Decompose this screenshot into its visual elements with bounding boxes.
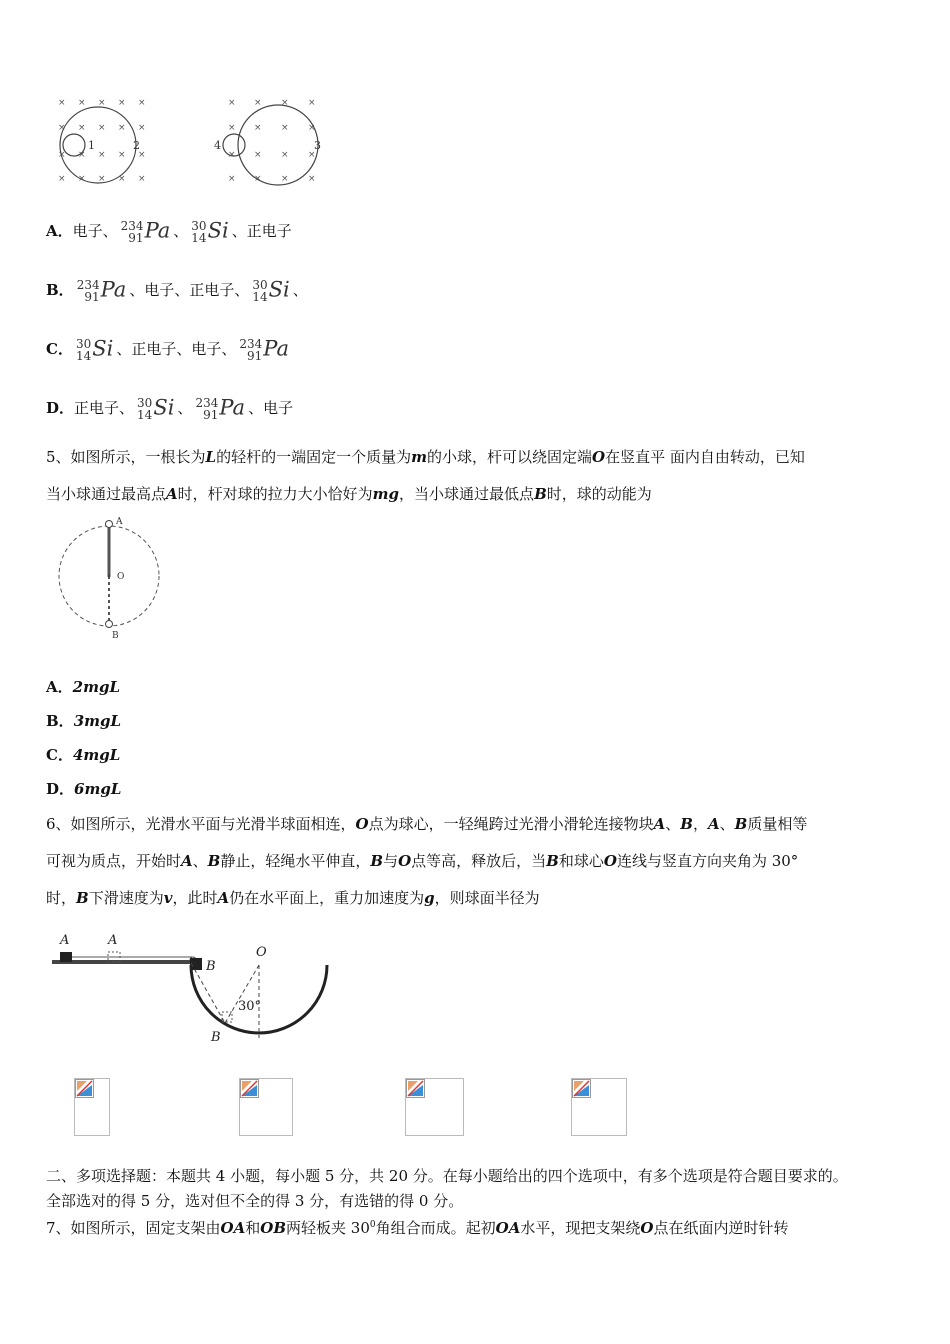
q5-option: C．4mgL	[46, 746, 121, 764]
label-4: 4	[214, 139, 221, 152]
field-x-mark: ×	[308, 174, 316, 184]
field-x-mark: ×	[98, 174, 106, 184]
field-x-mark: ×	[78, 174, 86, 184]
field-x-mark: ×	[118, 98, 126, 108]
broken-image-icon	[406, 1079, 425, 1098]
field-x-mark: ×	[118, 123, 126, 133]
section2-line2: 全部选对的得 5 分，选对但不全的得 3 分，有选错的得 0 分。	[46, 1192, 464, 1210]
q6-line3: 时，B下滑速度为v，此时A仍在水平面上，重力加速度为g，则球面半径为	[46, 889, 540, 907]
broken-image-placeholder	[405, 1078, 464, 1136]
label-o: O	[117, 572, 125, 582]
field-x-mark: ×	[281, 123, 289, 133]
large-circle-left	[60, 107, 136, 183]
field-x-mark: ×	[308, 98, 316, 108]
nuclide-symbol: 234 91 Pa	[195, 395, 246, 422]
q5-option: B．3mgL	[46, 712, 122, 730]
field-x-mark: ×	[98, 123, 106, 133]
field-x-mark: ×	[281, 150, 289, 160]
magnetic-field-figure	[46, 98, 336, 190]
rod-circle-figure	[56, 512, 166, 642]
label-3: 3	[314, 139, 321, 152]
label-a-dashed: A	[108, 933, 118, 948]
ball-b	[106, 621, 113, 628]
field-x-mark: ×	[58, 150, 66, 160]
field-x-mark: ×	[138, 98, 146, 108]
label-a: A	[116, 517, 123, 527]
label-angle: 30°	[238, 999, 262, 1014]
label-o-center: O	[256, 945, 267, 960]
field-x-mark: ×	[228, 174, 236, 184]
label-b-bottom: B	[211, 1030, 221, 1045]
broken-image-icon	[75, 1079, 94, 1098]
nuclide-symbol: 234 91 Pa	[239, 336, 289, 363]
field-x-mark: ×	[118, 150, 126, 160]
option-letter: A．	[46, 222, 73, 240]
option-letter: D．	[46, 399, 75, 417]
field-x-mark: ×	[138, 174, 146, 184]
field-x-mark: ×	[281, 174, 289, 184]
small-circle-left	[63, 134, 85, 156]
nuclide-symbol: 30 14 Si	[252, 277, 290, 304]
broken-image-icon	[240, 1079, 259, 1098]
field-x-mark: ×	[138, 150, 146, 160]
q4-option: D．正电子、 30 14 Si 、 234 91 Pa 、电子	[46, 395, 294, 422]
field-x-mark: ×	[308, 123, 316, 133]
option-letter: B．	[46, 281, 74, 299]
q5-option: A．2mgL	[46, 678, 120, 696]
field-x-mark: ×	[58, 174, 66, 184]
q4-option: C． 30 14 Si 、正电子、电子、 234 91 Pa	[46, 336, 289, 363]
nuclide-symbol: 234 91 Pa	[120, 218, 171, 245]
q6-line1: 6、如图所示，光滑水平面与光滑半球面相连，O点为球心，一轻绳跨过光滑小滑轮连接物块A、B，A、B质量相等	[46, 815, 808, 833]
field-x-mark: ×	[228, 98, 236, 108]
field-x-mark: ×	[254, 150, 262, 160]
label-a-block: A	[60, 933, 70, 948]
broken-image-placeholder	[239, 1078, 293, 1136]
field-x-mark: ×	[58, 98, 66, 108]
field-x-mark: ×	[138, 123, 146, 133]
field-x-mark: ×	[98, 150, 106, 160]
nuclide-symbol: 30 14 Si	[191, 218, 229, 245]
field-x-mark: ×	[58, 123, 66, 133]
field-x-mark: ×	[254, 123, 262, 133]
nuclide-symbol: 30 14 Si	[137, 395, 175, 422]
q5-line2: 当小球通过最高点A时，杆对球的拉力大小恰好为mg，当小球通过最低点B时，球的动能为	[46, 485, 652, 503]
q5-option: D．6mgL	[46, 780, 122, 798]
field-x-mark: ×	[254, 174, 262, 184]
field-x-mark: ×	[78, 123, 86, 133]
label-b-top: B	[206, 959, 216, 974]
nuclide-symbol: 234 91 Pa	[76, 277, 127, 304]
field-x-mark: ×	[228, 150, 236, 160]
field-x-mark: ×	[78, 150, 86, 160]
field-x-mark: ×	[228, 123, 236, 133]
q4-option: A．电子、 234 91 Pa 、 30 14 Si 、正电子	[46, 218, 292, 245]
nuclide-symbol: 30 14 Si	[75, 336, 114, 363]
ball-a	[106, 521, 113, 528]
q7-line1: 7、如图所示，固定支架由OA和OB两轻板夹 $30^0$角组合而成。起初OA水平，现把支架绕O点在纸面内逆时针转	[46, 1219, 789, 1237]
field-x-mark: ×	[281, 98, 289, 108]
field-x-mark: ×	[254, 98, 262, 108]
q5-line1: 5、如图所示，一根长为L的轻杆的一端固定一个质量为m的小球，杆可以绕固定端O在竖直平 面内自由转动，已知	[46, 448, 805, 466]
label-2: 2	[133, 139, 140, 152]
label-1: 1	[88, 139, 95, 152]
field-x-mark: ×	[308, 150, 316, 160]
broken-image-placeholder	[74, 1078, 110, 1136]
label-b: B	[112, 631, 119, 641]
section2-line1: 二、多项选择题：本题共 4 小题，每小题 5 分，共 20 分。在每小题给出的四个选项中，有多个选项是符合题目要求的。	[46, 1167, 848, 1185]
field-x-mark: ×	[78, 98, 86, 108]
field-x-mark: ×	[118, 174, 126, 184]
hemisphere-figure	[50, 928, 340, 1048]
option-letter: C．	[46, 340, 73, 358]
large-circle-right	[238, 105, 318, 185]
q6-line2: 可视为质点，开始时A、B静止，轻绳水平伸直，B与O点等高，释放后，当B和球心O连线与竖直方向夹角为 30°	[46, 852, 799, 870]
field-x-mark: ×	[98, 98, 106, 108]
broken-image-placeholder	[571, 1078, 627, 1136]
broken-image-icon	[572, 1079, 591, 1098]
q4-option: B． 234 91 Pa 、电子、正电子、 30 14 Si 、	[46, 277, 308, 304]
